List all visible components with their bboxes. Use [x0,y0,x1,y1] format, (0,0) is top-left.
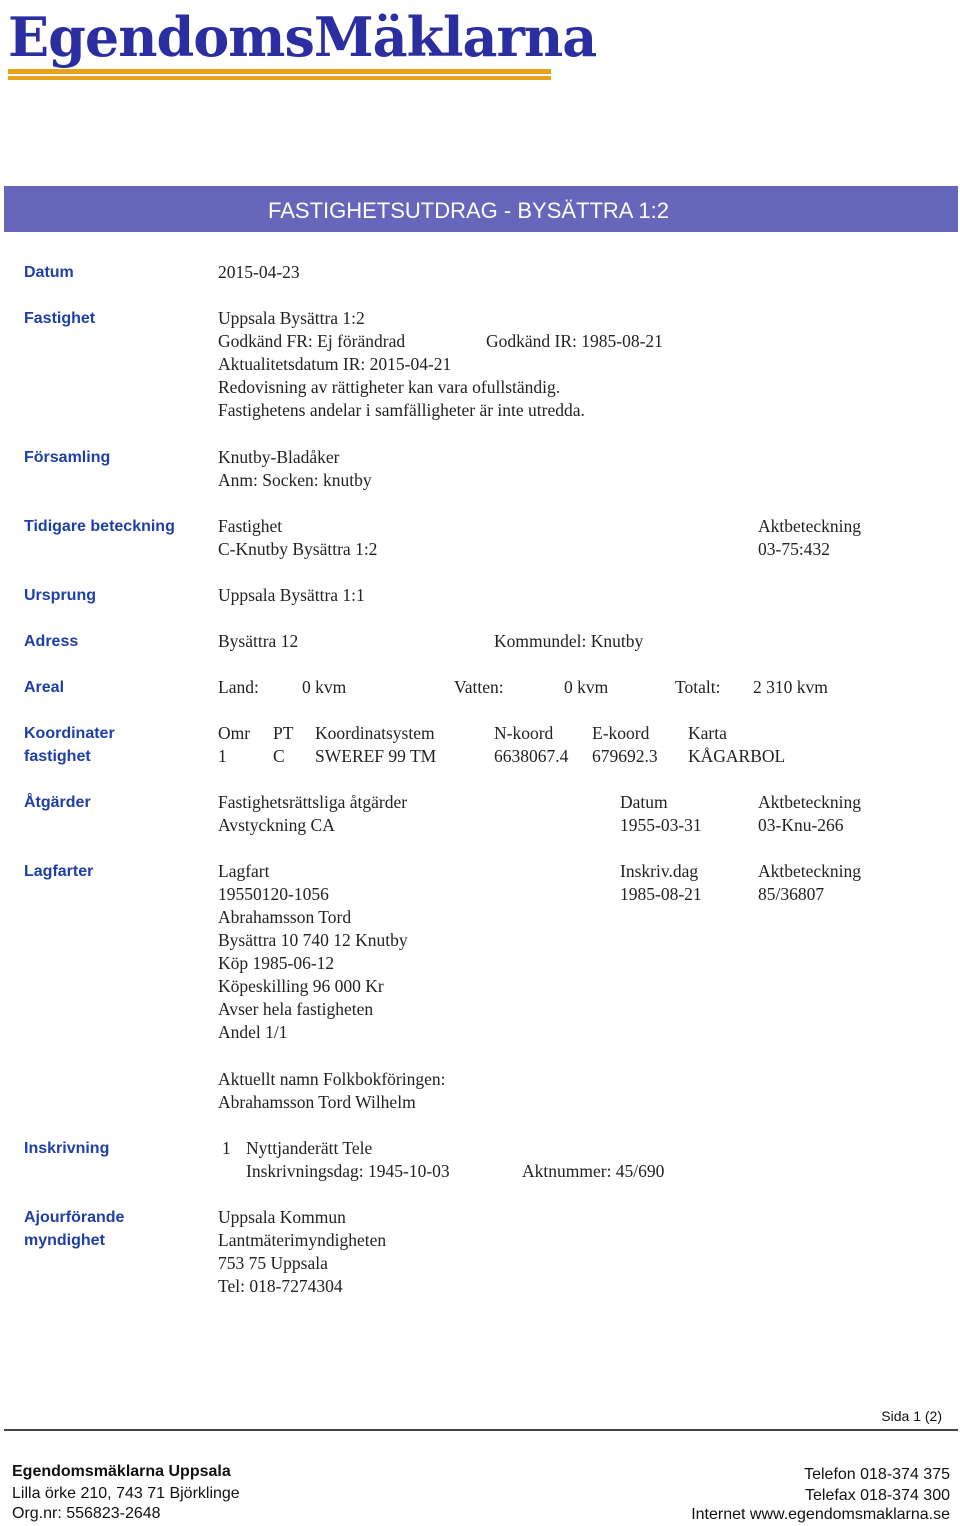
folkbokforing-name: Abrahamsson Tord Wilhelm [218,1092,416,1112]
footer-telefax: Telefax 018-374 300 [805,1487,950,1504]
koord-pt: C [273,746,285,766]
atgarder-type: Avstyckning CA [218,815,335,835]
footer-address: Lilla örke 210, 743 71 Björklinge [12,1485,240,1502]
inskrivning-title: Nyttjanderätt Tele [246,1138,373,1158]
areal-vatten-value: 0 kvm [564,677,609,697]
inskrivning-akt: Aktnummer: 45/690 [522,1161,665,1181]
footer-orgnr: Org.nr: 556823-2648 [12,1505,161,1522]
koordinater-label: Koordinater [24,725,115,742]
page-title: FASTIGHETSUTDRAG - BYSÄTTRA 1:2 [268,198,669,223]
atgarder-header-akt: Aktbeteckning [758,792,862,812]
company-logo [8,5,597,84]
inskrivning-label: Inskrivning [24,1140,110,1157]
fastighet-aktualitetsdatum: Aktualitetsdatum IR: 2015-04-21 [218,354,452,374]
fastighet-note: Redovisning av rättigheter kan vara ofullständig. [218,377,561,397]
forsamling-label: Församling [24,449,111,466]
logo-text: EgendomsMäklarna [8,5,597,69]
koord-header-pt: PT [273,723,294,743]
koord-e: 679692.3 [592,746,658,766]
page-number: Sida 1 (2) [881,1408,942,1424]
atgarder-header-type: Fastighetsrättsliga åtgärder [218,792,408,812]
ajour-line: 753 75 Uppsala [218,1253,328,1273]
fastighet-godkand-fr: Godkänd FR: Ej förändrad [218,331,406,351]
areal-land-value: 0 kvm [302,677,347,697]
tidigare-label: Tidigare beteckning [24,518,175,535]
lagfart-line: Avser hela fastigheten [218,999,374,1019]
tidigare-header-akt: Aktbeteckning [758,516,862,536]
koord-omr: 1 [218,746,227,766]
inskrivning-num: 1 [222,1138,231,1158]
lagfart-line: Bysättra 10 740 12 Knutby [218,930,408,950]
koordinater-label-2: fastighet [24,748,91,765]
koord-header-karta: Karta [688,723,727,743]
footer-divider [4,1429,958,1431]
koord-header-omr: Omr [218,723,251,743]
lagfart-inskriv: 1985-08-21 [620,884,702,904]
title-banner [4,186,958,232]
lagfart-header: Lagfart [218,861,270,881]
datum-label: Datum [24,264,74,281]
atgarder-akt: 03-Knu-266 [758,815,844,835]
adress-value: Bysättra 12 [218,631,299,651]
areal-vatten-label: Vatten: [454,677,504,697]
ajour-label: Ajourförande [24,1209,125,1226]
atgarder-header-datum: Datum [620,792,668,812]
fastighet-name: Uppsala Bysättra 1:2 [218,308,365,328]
ajour-line: Tel: 018-7274304 [218,1276,343,1296]
lagfart-line: Köpeskilling 96 000 Kr [218,976,384,996]
atgarder-datum: 1955-03-31 [620,815,702,835]
lagfart-header-inskriv: Inskriv.dag [620,861,699,881]
koord-header-n: N-koord [494,723,554,743]
adress-kommundel: Kommundel: Knutby [494,631,644,651]
lagfart-id: 19550120-1056 [218,884,329,904]
forsamling-name: Knutby-Bladåker [218,447,340,467]
lagfart-line: Andel 1/1 [218,1022,288,1042]
ajour-label-2: myndighet [24,1232,105,1249]
ursprung-label: Ursprung [24,587,96,604]
logo-underline [8,69,551,74]
koord-header-system: Koordinatsystem [315,723,435,743]
areal-land-label: Land: [218,677,259,697]
areal-label: Areal [24,679,65,696]
footer-telefon: Telefon 018-374 375 [804,1466,950,1483]
footer-company: Egendomsmäklarna Uppsala [12,1463,231,1480]
folkbokforing-heading: Aktuellt namn Folkbokföringen: [218,1069,446,1089]
tidigare-akt: 03-75:432 [758,539,830,559]
ursprung-value: Uppsala Bysättra 1:1 [218,585,365,605]
adress-label: Adress [24,633,79,650]
inskrivning-dag: Inskrivningsdag: 1945-10-03 [246,1161,450,1181]
lagfart-line: Köp 1985-06-12 [218,953,335,973]
fastighet-godkand-ir: Godkänd IR: 1985-08-21 [486,331,663,351]
ajour-line: Lantmäterimyndigheten [218,1230,387,1250]
koord-header-e: E-koord [592,723,650,743]
koord-system: SWEREF 99 TM [315,746,437,766]
datum-value: 2015-04-23 [218,262,300,282]
fastighet-label: Fastighet [24,310,96,327]
footer-internet-link[interactable]: Internet www.egendomsmaklarna.se [691,1506,950,1523]
lagfarter-label: Lagfarter [24,863,94,880]
lagfart-akt: 85/36807 [758,884,825,904]
logo-underline [8,76,551,80]
koord-n: 6638067.4 [494,746,569,766]
lagfart-header-akt: Aktbeteckning [758,861,862,881]
areal-totalt-label: Totalt: [675,677,721,697]
areal-totalt-value: 2 310 kvm [753,677,828,697]
ajour-line: Uppsala Kommun [218,1207,346,1227]
fastighet-note: Fastighetens andelar i samfälligheter är inte utredda. [218,400,585,420]
tidigare-fastighet: C-Knutby Bysättra 1:2 [218,539,378,559]
tidigare-header-fastighet: Fastighet [218,516,283,536]
forsamling-anm: Anm: Socken: knutby [218,470,372,490]
lagfart-line: Abrahamsson Tord [218,907,352,927]
koord-karta: KÅGARBOL [688,746,786,766]
atgarder-label: Åtgärder [24,794,91,811]
